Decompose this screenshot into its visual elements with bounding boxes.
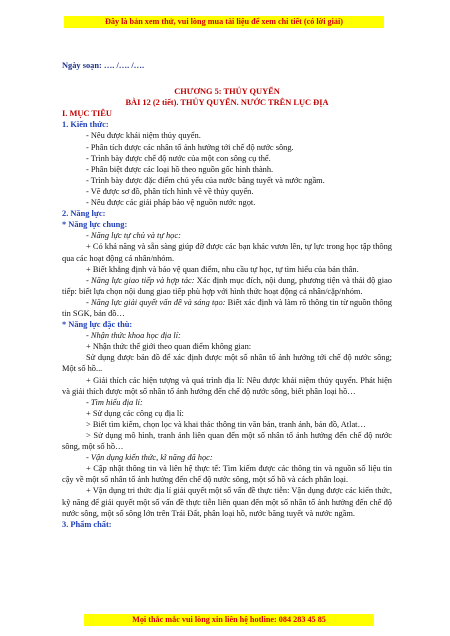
chapter-title: CHƯƠNG 5: THỦY QUYỂN: [174, 87, 280, 97]
specific-item-text: + Giải thích các hiện tượng và quá trình địa lí: Nêu được khái niệm thủy quyển. Phát hiện và giải thích được một số nhân tố ảnh hưởng đến chế độ nước sông, biết phân loại hồ…: [62, 375, 392, 396]
specific-item-text: + Cập nhật thông tin và liên hệ thực tế: Tìm kiếm được các thông tin và nguồn số liệu tin cậy về một số nhân tố ảnh hưởng đến chế độ nước sông, một số hồ và cách phân loại.: [62, 464, 392, 485]
hotline-banner: Mọi thắc mắc vui lòng xin liên hệ hotline: 084 283 45 85: [84, 614, 374, 626]
specific-item-title: - Tìm hiểu địa lí:: [86, 397, 143, 407]
knowledge-item: - Vẽ được sơ đồ, phân tích hình vẽ về thủy quyển.: [86, 186, 254, 196]
knowledge-item: - Phân biệt được các loại hồ theo nguồn gốc hình thành.: [86, 164, 274, 174]
general-competence-heading: * Năng lực chung:: [62, 220, 128, 230]
section-heading-objectives: I. MỤC TIÊU: [62, 109, 112, 119]
specific-item-text: > Sử dụng mô hình, tranh ảnh liên quan đến một số nhân tố ảnh hưởng đến chế độ nước sông, một số hồ…: [62, 431, 392, 452]
specific-item-text: + Nhận thức thế giới theo quan điểm không gian:: [86, 342, 252, 352]
specific-item-title: - Nhận thức khoa học địa lí:: [86, 331, 181, 341]
lesson-title: BÀI 12 (2 tiết). THỦY QUYỂN. NƯỚC TRÊN LỤC ĐỊA: [125, 98, 329, 108]
general-item-text: + Có khả năng và sẵn sàng giúp đỡ được các bạn khác vươn lên, tự lực trong học tập thông qua các hoạt động cá nhân/nhóm.: [62, 242, 392, 263]
general-item-text: - Năng lực giao tiếp và hợp tác: Xác định mục đích, nội dung, phương tiện và thái độ giao tiếp: biết lựa chọn nội dung giao tiếp phù hợp với hình thức hoạt động cá nhân/cặp/nhóm.: [62, 275, 392, 296]
document-body: [62, 60, 392, 530]
knowledge-item: - Phân tích được các nhân tố ảnh hưởng tới chế độ nước sông.: [86, 142, 294, 152]
subheading-knowledge: 1. Kiến thức:: [62, 120, 109, 130]
knowledge-item: - Trình bày được chế độ nước của một con sông cụ thể.: [86, 153, 271, 163]
general-item-text: + Biết khẳng định và bảo vệ quan điểm, nhu cầu tự học, tự tìm hiểu của bản thân.: [86, 264, 359, 274]
specific-item-text: + Sử dụng các công cụ địa lí:: [86, 408, 184, 418]
date-line: Ngày soạn: …. /…. /….: [62, 61, 145, 70]
specific-item-title: - Vận dụng kiến thức, kĩ năng đã học:: [86, 453, 213, 463]
knowledge-item: - Nêu được khái niệm thủy quyển.: [86, 131, 201, 141]
subheading-qualities: 3. Phẩm chất:: [62, 519, 112, 529]
subheading-competence: 2. Năng lực:: [62, 209, 106, 219]
specific-competence-heading: * Năng lực đặc thù:: [62, 320, 133, 330]
specific-item-text: Sử dụng được bản đồ để xác định được một số nhân tố ảnh hưởng tới chế độ nước sông; Một số hồ...: [62, 353, 392, 374]
knowledge-item: - Trình bày được đặc điểm chủ yếu của nước băng tuyết và nước ngầm.: [86, 175, 325, 185]
preview-banner: Đây là bản xem thử, vui lòng mua tài liệu để xem chi tiết (có lời giải): [64, 16, 384, 28]
general-item-text: - Năng lực giải quyết vấn đề và sáng tạo: Biết xác định và làm rõ thông tin từ nguồn thông tin SGK, bản đồ…: [62, 297, 392, 318]
general-item-title: - Năng lực tự chủ và tự học:: [86, 231, 181, 241]
specific-item-text: > Biết tìm kiếm, chọn lọc và khai thác thông tin văn bản, tranh ảnh, bản đồ, Atlat…: [86, 419, 366, 429]
knowledge-item: - Nêu được các giải pháp bảo vệ nguồn nước ngọt.: [86, 198, 256, 208]
specific-item-text: + Vận dụng tri thức địa lí giải quyết một số vấn đề thực tiễn: Vận dụng được các kiến thức, kỹ năng để giải quyết một số vấn đề thực tiễn liên quan đến một số nhân tố ảnh hưởng đến chế độ nước sông, một số sông lớn trên Trái Đất, phân loại hồ, nước băng tuyết và nước ngầm.: [62, 486, 392, 518]
